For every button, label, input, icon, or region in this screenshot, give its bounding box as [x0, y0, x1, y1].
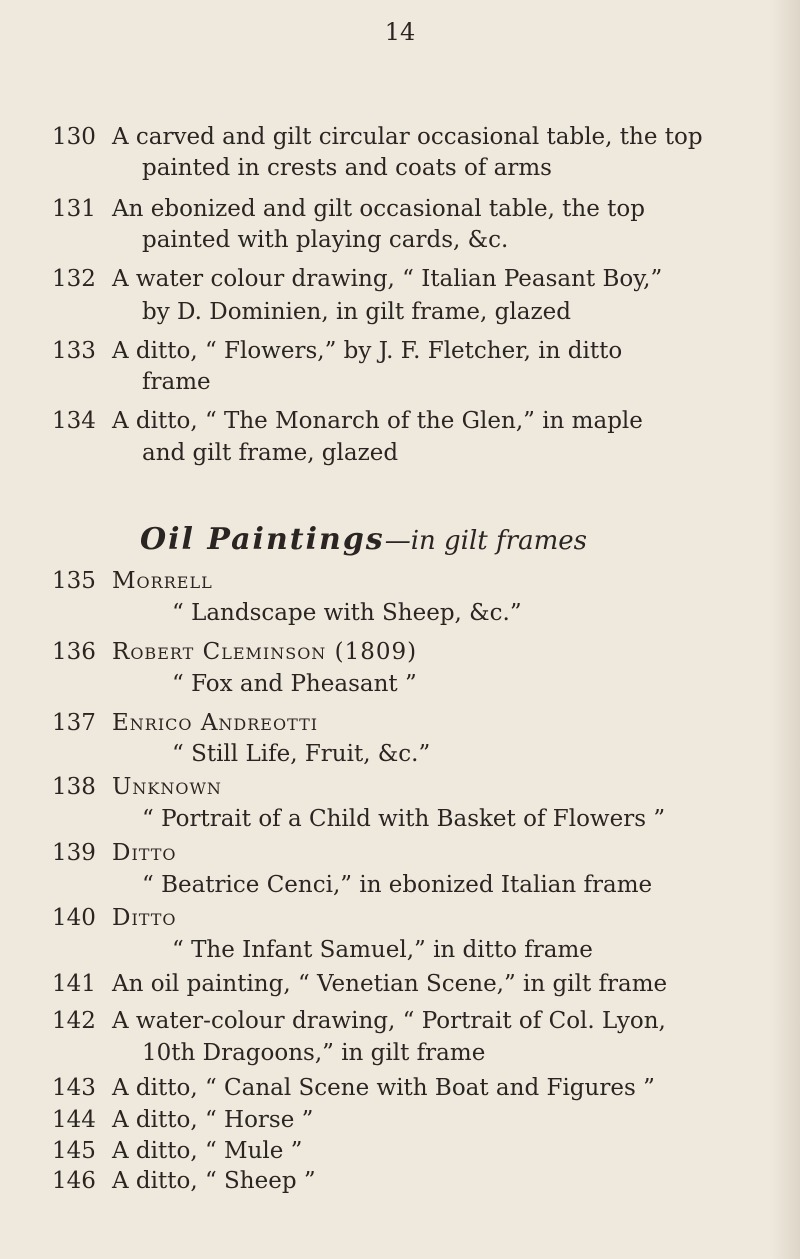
lot-description-cont: frame	[142, 369, 211, 395]
artist-name: Ditto	[112, 840, 177, 866]
page-edge-shadow	[770, 0, 800, 1259]
painting-title: “ Fox and Pheasant ”	[172, 671, 417, 697]
section-heading	[140, 522, 780, 557]
artist-name: Robert Cleminson (1809)	[112, 639, 418, 665]
painting-title: “ Still Life, Fruit, &c.”	[172, 741, 431, 767]
lot-description: A ditto, “ Sheep ”	[112, 1168, 316, 1194]
lot-number: 146	[52, 1168, 96, 1194]
artist-name: Ditto	[112, 905, 177, 931]
lot-number: 143	[52, 1075, 96, 1101]
lot-number: 133	[52, 338, 96, 364]
lot-description-cont: and gilt frame, glazed	[142, 440, 399, 466]
section-title: Oil Paintings	[140, 522, 385, 557]
lot-description: A carved and gilt circular occasional table, the top	[112, 124, 703, 150]
section-subtitle: —in gilt frames	[384, 526, 587, 556]
lot-number: 135	[52, 568, 96, 594]
artist-name: Morrell	[112, 568, 213, 594]
painting-title: “ Portrait of a Child with Basket of Flowers ”	[142, 806, 666, 832]
lot-description: A ditto, “ Horse ”	[112, 1107, 314, 1133]
lot-description: A ditto, “ Mule ”	[112, 1138, 303, 1164]
lot-number: 136	[52, 639, 96, 665]
lot-number: 140	[52, 905, 96, 931]
painting-title: “ The Infant Samuel,” in ditto frame	[172, 937, 593, 963]
lot-description-cont: 10th Dragoons,” in gilt frame	[142, 1040, 486, 1066]
lot-number: 142	[52, 1008, 96, 1034]
lot-description-cont: painted in crests and coats of arms	[142, 155, 552, 181]
lot-description: An ebonized and gilt occasional table, the top	[112, 196, 645, 222]
lot-number: 132	[52, 266, 96, 292]
lot-description: A water-colour drawing, “ Portrait of Col. Lyon,	[112, 1008, 666, 1034]
lot-description: An oil painting, “ Venetian Scene,” in gilt frame	[112, 971, 668, 997]
lot-number: 137	[52, 710, 96, 736]
lot-description: A ditto, “ The Monarch of the Glen,” in maple	[112, 408, 643, 434]
lot-description: A ditto, “ Flowers,” by J. F. Fletcher, in ditto	[112, 338, 623, 364]
lot-number: 145	[52, 1138, 96, 1164]
lot-number: 131	[52, 196, 96, 222]
painting-title: “ Beatrice Cenci,” in ebonized Italian frame	[142, 872, 653, 898]
lot-description-cont: by D. Dominien, in gilt frame, glazed	[142, 299, 571, 325]
lot-number: 134	[52, 408, 96, 434]
lot-number: 144	[52, 1107, 96, 1133]
artist-name: Unknown	[112, 774, 222, 800]
lot-description: A water colour drawing, “ Italian Peasant Boy,”	[112, 266, 663, 292]
painting-title: “ Landscape with Sheep, &c.”	[172, 600, 522, 626]
artist-name: Enrico Andreotti	[112, 710, 319, 736]
lot-number: 130	[52, 124, 96, 150]
lot-description-cont: painted with playing cards, &c.	[142, 227, 509, 253]
page-number: 14	[384, 18, 416, 46]
lot-number: 139	[52, 840, 96, 866]
lot-number: 141	[52, 971, 96, 997]
lot-number: 138	[52, 774, 96, 800]
lot-description: A ditto, “ Canal Scene with Boat and Figures ”	[112, 1075, 655, 1101]
